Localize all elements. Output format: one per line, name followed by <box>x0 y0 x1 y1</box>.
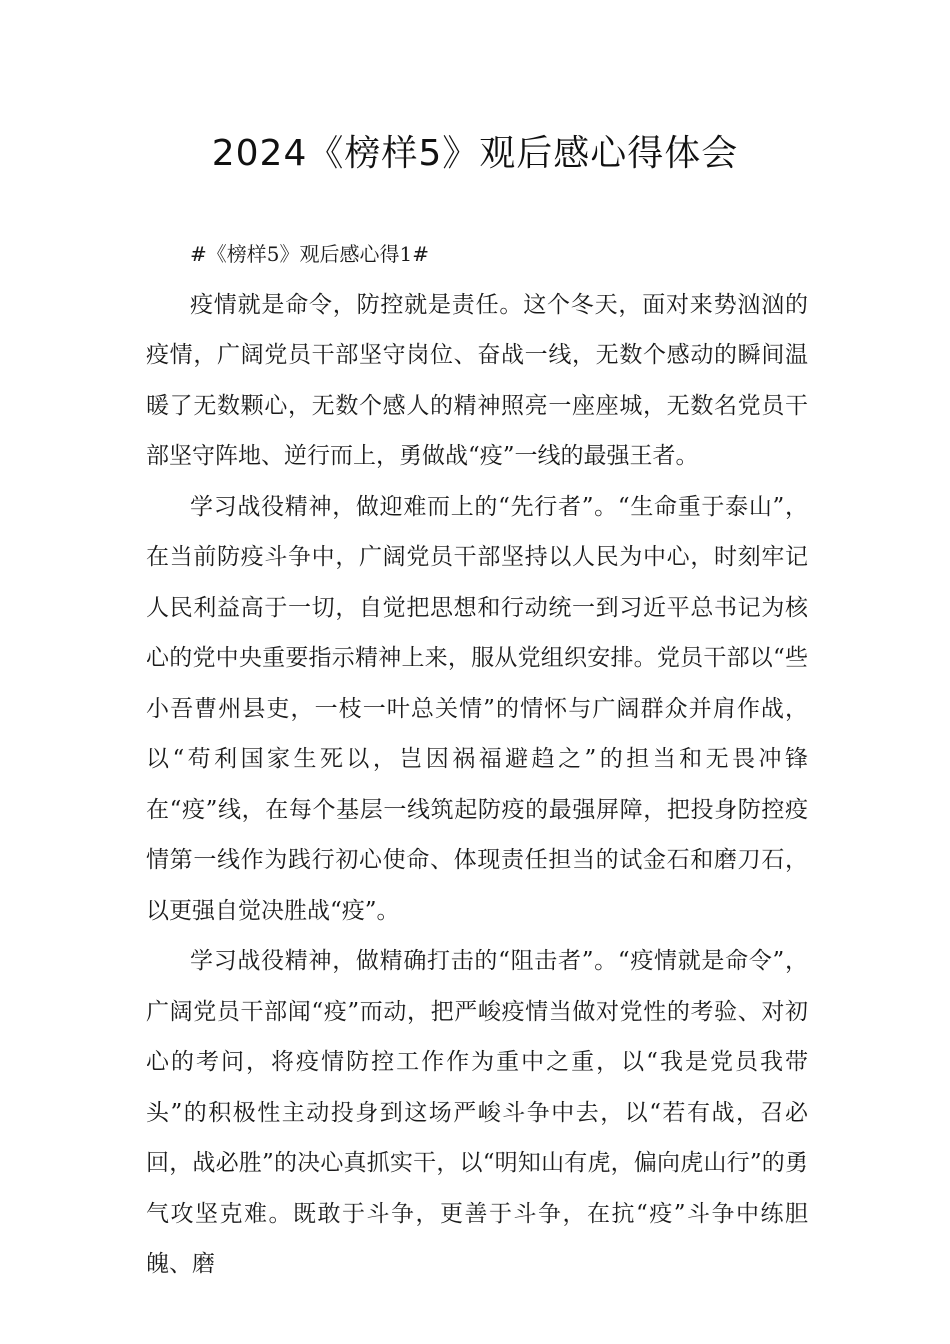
section-heading: #《榜样5》观后感心得1# <box>190 242 429 266</box>
paragraph: 学习战役精神，做精确打击的“阻击者”。“疫情就是命令”，广阔党员干部闻“疫”而动，把严峻疫情当做对党性的考验、对初心的考问，将疫情防控工作作为重中之重，以“我是党员我带头”的积极性主动投身到这场严峻斗争中去，以“若有战，召必回，战必胜”的决心真抓实干，以“明知山有虎，偏向虎山行”的勇气攻坚克难。既敢于斗争，更善于斗争，在抗“疫”斗争中练胆魄、磨 <box>146 948 808 1277</box>
paragraph: 疫情就是命令，防控就是责任。这个冬天，面对来势汹汹的疫情，广阔党员干部坚守岗位、奋战一线，无数个感动的瞬间温暖了无数颗心，无数个感人的精神照亮一座座城，无数名党员干部坚守阵地、逆行而上，勇做战“疫”一线的最强王者。 <box>146 291 808 469</box>
paragraph: 学习战役精神，做迎难而上的“先行者”。“生命重于泰山”，在当前防疫斗争中，广阔党员干部坚持以人民为中心，时刻牢记人民利益高于一切，自觉把思想和行动统一到习近平总书记为核心的党中央重要指示精神上来，服从党组织安排。党员干部以“些小吾曹州县吏，一枝一叶总关情”的情怀与广阔群众并肩作战，以“苟利国家生死以，岂因祸福避趋之”的担当和无畏冲锋在“疫”线，在每个基层一线筑起防疫的最强屏障，把投身防控疫情第一线作为践行初心使命、体现责任担当的试金石和磨刀石，以更强自觉决胜战“疫”。 <box>146 493 808 924</box>
document-title: 2024《榜样5》观后感心得体会 <box>211 133 739 174</box>
document-body <box>146 229 808 1290</box>
